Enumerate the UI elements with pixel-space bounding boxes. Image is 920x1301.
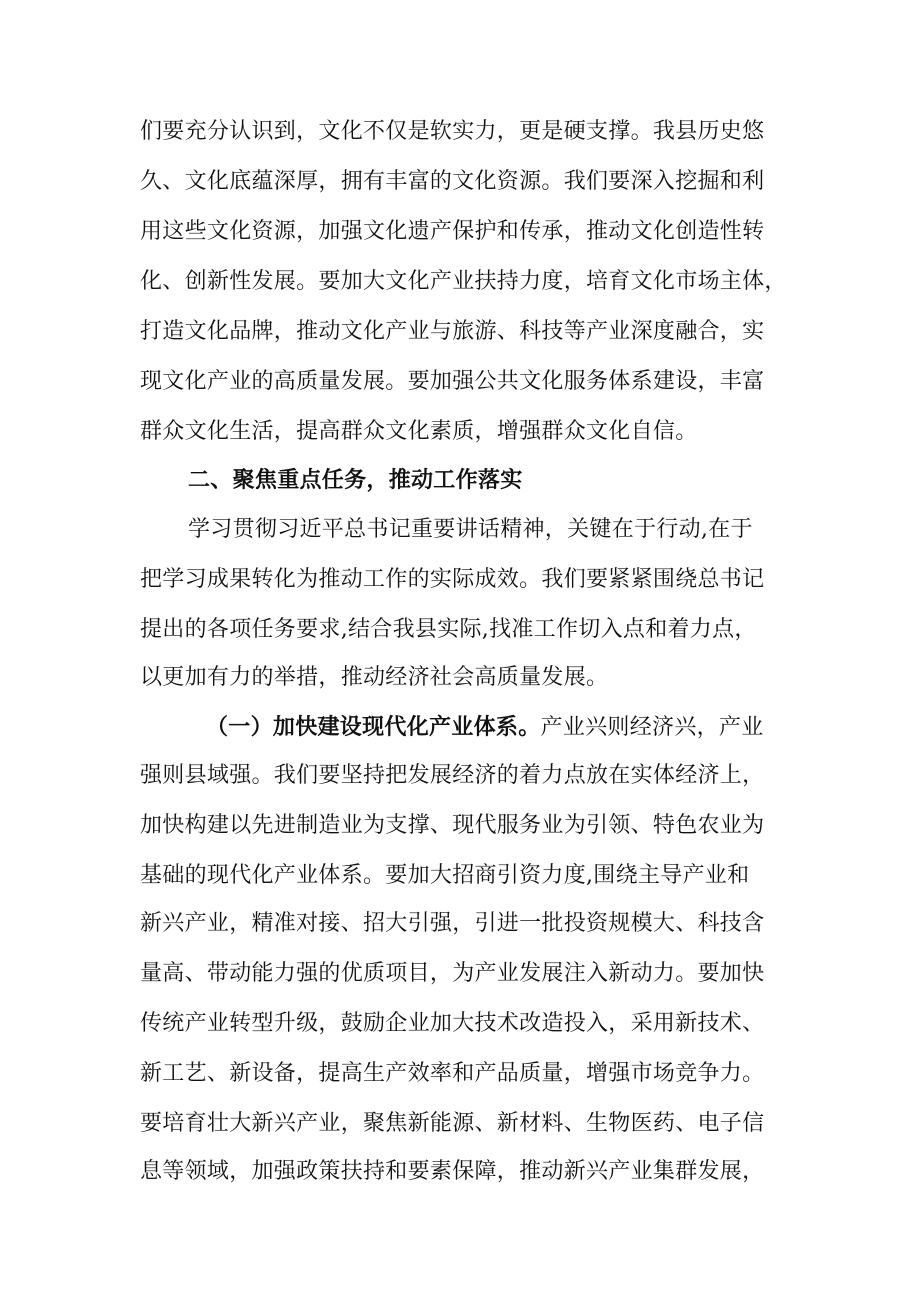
paragraph-line: 提出的各项任务要求,结合我县实际,找准工作切入点和着力点， — [140, 617, 757, 642]
paragraph-line: 基础的现代化产业体系。要加大招商引资力度,围绕主导产业和 — [140, 863, 750, 888]
paragraph-line: 用这些文化资源，加强文化遗产保护和传承，推动文化创造性转 — [140, 219, 765, 244]
item-title: （一）加快建设现代化产业体系。 — [206, 714, 541, 740]
paragraph-line: 量高、带动能力强的优质项目，为产业发展注入新动力。要加快 — [140, 961, 765, 986]
paragraph-line: 传统产业转型升级，鼓励企业加大技术改造投入，采用新技术、 — [140, 1011, 765, 1036]
item-first-line — [206, 711, 784, 744]
paragraph-line: 化、创新性发展。要加大文化产业扶持力度，培育文化市场主体， — [140, 269, 787, 294]
paragraph-line: 息等领域，加强政策扶持和要素保障，推动新兴产业集群发展， — [140, 1159, 765, 1184]
paragraph-line: 们要充分认识到，文化不仅是软实力，更是硬支撑。我县历史悠 — [140, 119, 765, 144]
paragraph-line: 群众文化生活，提高群众文化素质，增强群众文化自信。 — [140, 419, 698, 444]
paragraph-line: 学习贯彻习近平总书记重要讲话精神，关键在于行动,在于 — [188, 517, 753, 542]
paragraph-line: 以更加有力的举措，推动经济社会高质量发展。 — [140, 665, 609, 690]
paragraph-line: 新兴产业，精准对接、招大引强，引进一批投资规模大、科技含 — [140, 911, 765, 936]
paragraph-line: 现文化产业的高质量发展。要加强公共文化服务体系建设，丰富 — [140, 369, 765, 394]
paragraph-line: 要培育壮大新兴产业，聚焦新能源、新材料、生物医药、电子信 — [140, 1111, 765, 1136]
paragraph-line: 强则县域强。我们要坚持把发展经济的着力点放在实体经济上， — [140, 763, 765, 788]
paragraph-line: 久、文化底蕴深厚，拥有丰富的文化资源。我们要深入挖掘和利 — [140, 169, 765, 194]
section-heading: 二、聚焦重点任务，推动工作落实 — [188, 467, 523, 493]
paragraph-line: 新工艺、新设备，提高生产效率和产品质量，增强市场竞争力。 — [140, 1061, 765, 1086]
paragraph-line: 打造文化品牌，推动文化产业与旅游、科技等产业深度融合，实 — [140, 319, 765, 344]
paragraph-line: 把学习成果转化为推动工作的实际成效。我们要紧紧围绕总书记 — [140, 567, 765, 592]
item-text: 产业兴则经济兴，产业 — [540, 715, 764, 740]
paragraph-line: 加快构建以先进制造业为支撑、现代服务业为引领、特色农业为 — [140, 813, 765, 838]
